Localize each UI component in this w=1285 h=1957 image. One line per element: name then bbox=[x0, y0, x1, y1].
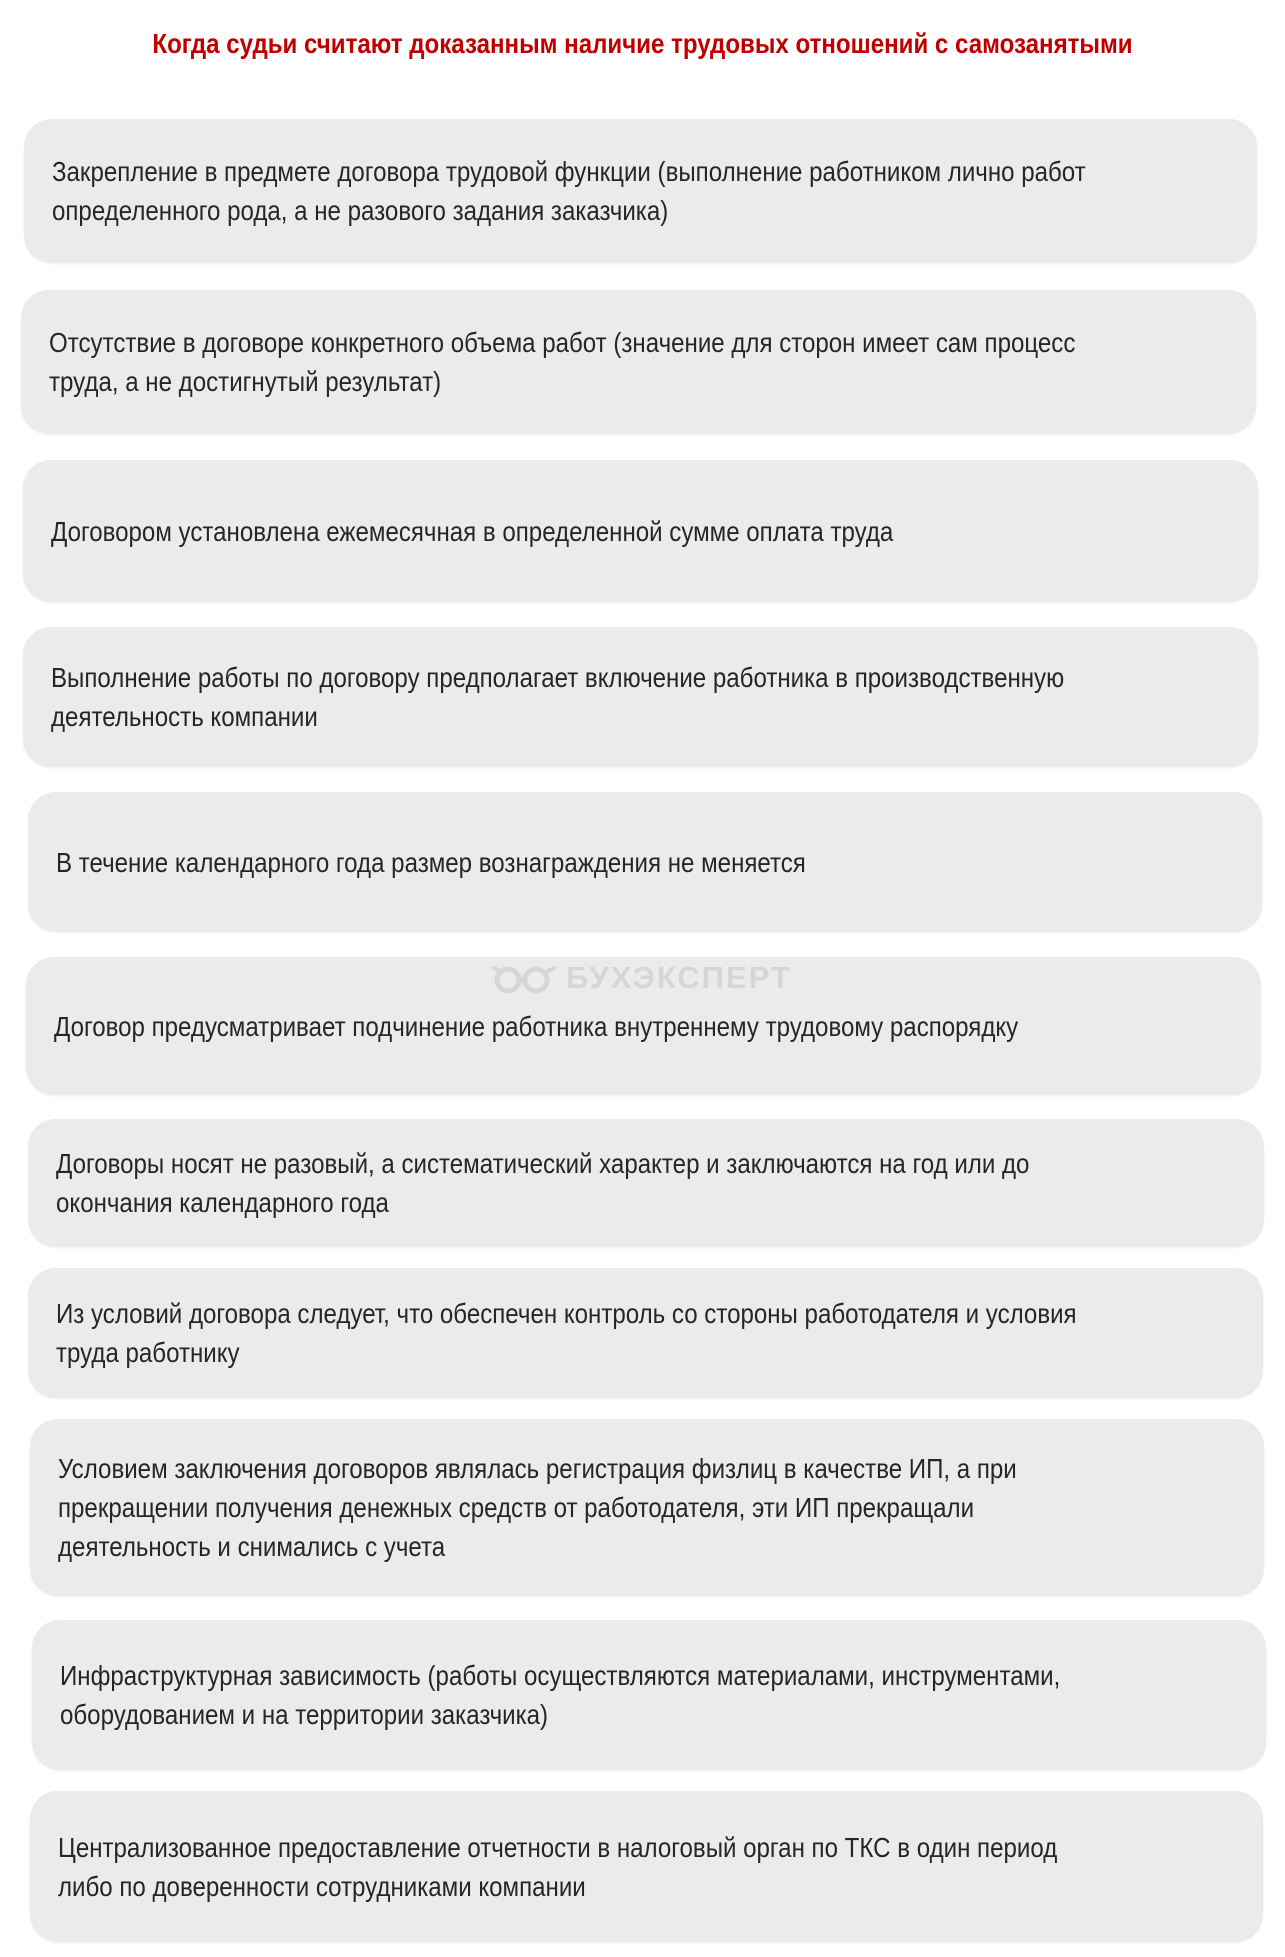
criterion-text: Инфраструктурная зависимость (работы осуществляются материалами, инструментами, оборудованием и на территории заказчика) bbox=[60, 1660, 1061, 1730]
criterion-card-1 bbox=[24, 119, 1257, 263]
criterion-text: В течение календарного года размер вознаграждения не меняется bbox=[56, 846, 806, 878]
criterion-text: Условием заключения договоров являлась регистрация физлиц в качестве ИП, а при прекращении получения денежных средств от работодателя, эти ИП прекращали деятельность и снимались с учета bbox=[58, 1453, 1017, 1562]
criterion-text: Договоры носят не разовый, а систематический характер и заключаются на год или до окончания календарного года bbox=[56, 1148, 1030, 1218]
criterion-text: Из условий договора следует, что обеспечен контроль со стороны работодателя и условия труда работнику bbox=[56, 1298, 1077, 1368]
criterion-card-7 bbox=[28, 1119, 1264, 1247]
criterion-text: Закрепление в предмете договора трудовой функции (выполнение работником лично работ определенного рода, а не разового задания заказчика) bbox=[52, 156, 1086, 226]
criterion-card-9 bbox=[30, 1419, 1264, 1596]
criterion-card-2 bbox=[21, 290, 1256, 434]
criterion-text: Отсутствие в договоре конкретного объема работ (значение для сторон имеет сам процесс труда, а не достигнутый результат) bbox=[49, 327, 1076, 397]
criterion-text: Договором установлена ежемесячная в определенной сумме оплата труда bbox=[51, 515, 894, 547]
criterion-card-8 bbox=[28, 1268, 1263, 1398]
criterion-text: Договор предусматривает подчинение работника внутреннему трудовому распорядку bbox=[54, 1010, 1019, 1042]
page-title: Когда судьи считают доказанным наличие трудовых отношений с самозанятыми bbox=[152, 28, 1133, 59]
criterion-text: Выполнение работы по договору предполагает включение работника в производственную деятельность компании bbox=[51, 662, 1065, 732]
criterion-card-10 bbox=[32, 1620, 1266, 1770]
criterion-text: Централизованное предоставление отчетности в налоговый орган по ТКС в один период либо по доверенности сотрудниками компании bbox=[58, 1831, 1058, 1902]
criterion-card-5 bbox=[28, 792, 1262, 932]
owl-glasses-icon bbox=[490, 960, 558, 996]
watermark bbox=[490, 960, 792, 996]
criterion-card-11 bbox=[30, 1791, 1263, 1942]
watermark-text: БУХЭКСПЕРТ bbox=[566, 960, 792, 995]
criterion-card-3 bbox=[23, 460, 1258, 602]
criterion-card-4 bbox=[23, 627, 1258, 767]
